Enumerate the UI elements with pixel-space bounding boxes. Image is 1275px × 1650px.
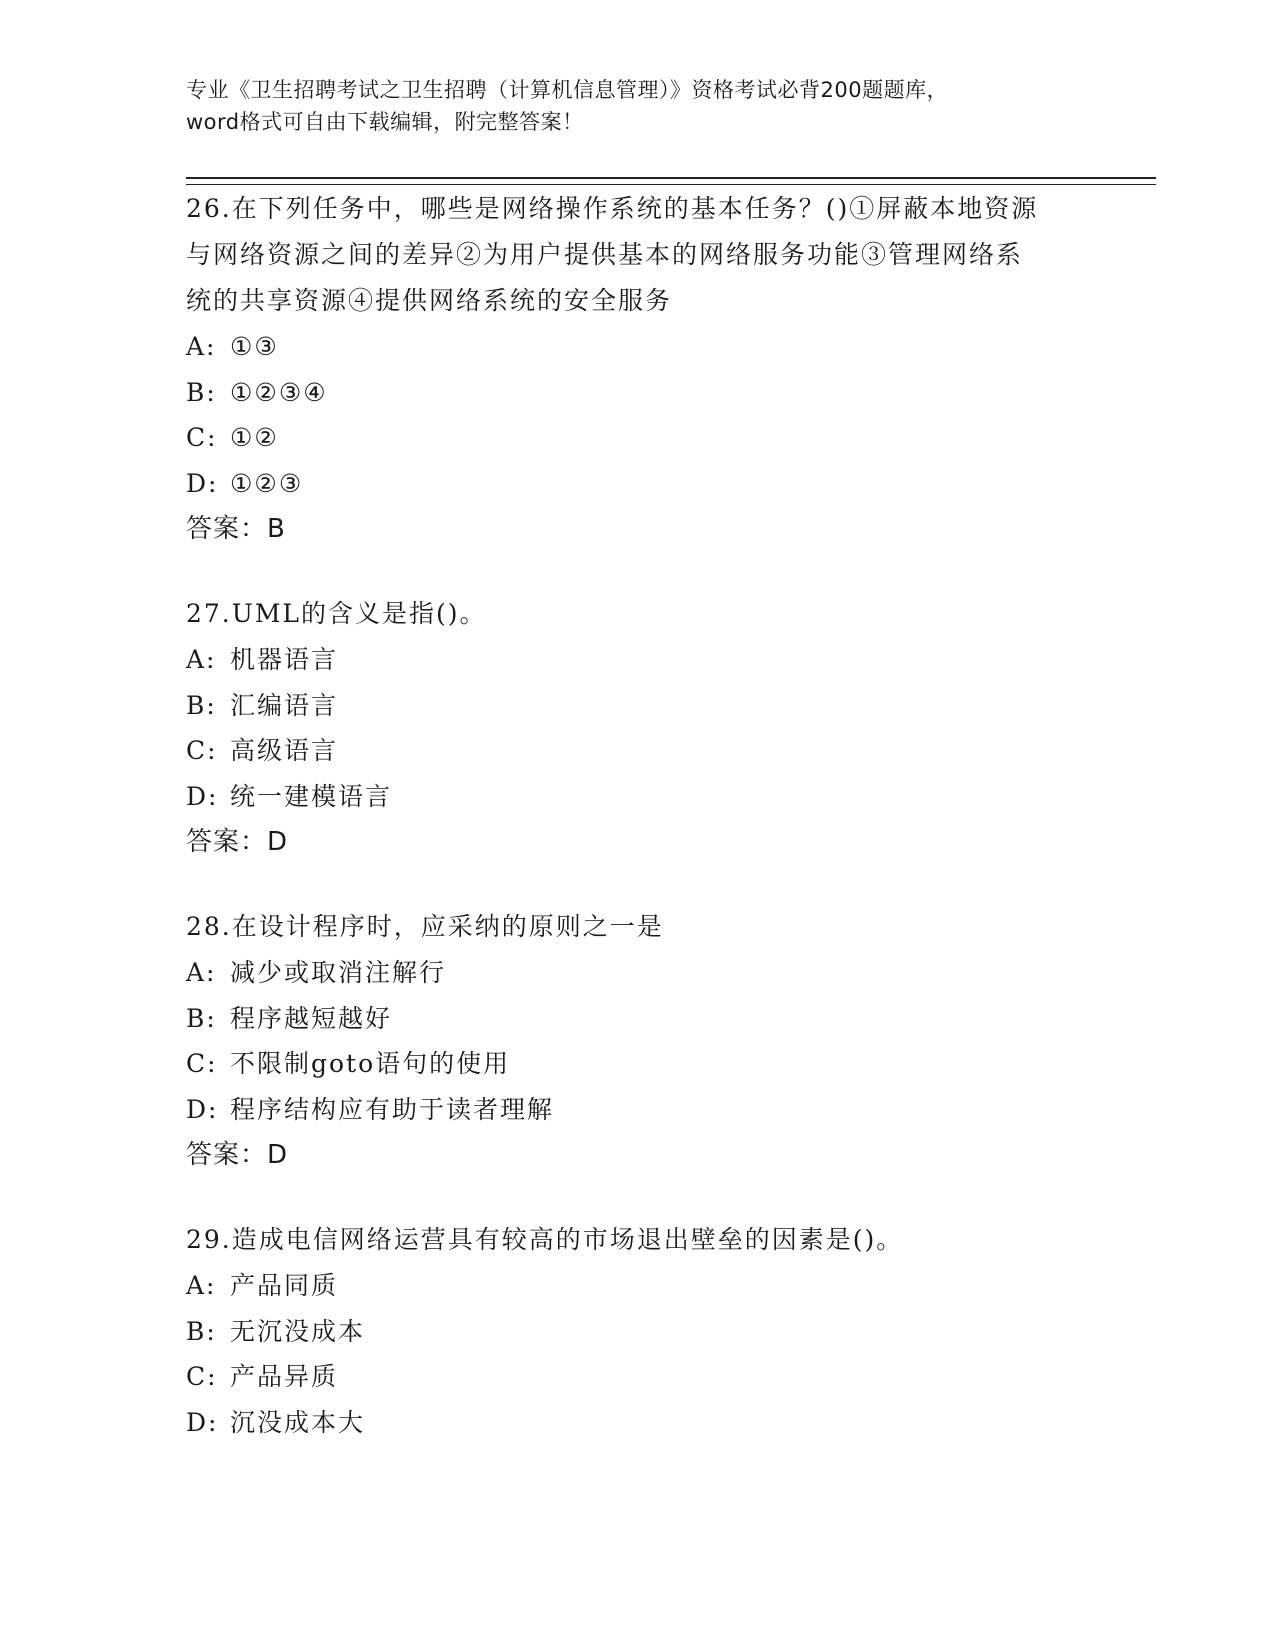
option-text: 产品异质 bbox=[230, 1362, 339, 1391]
option-key: B: bbox=[186, 1003, 217, 1033]
option-text: 统一建模语言 bbox=[230, 781, 393, 811]
option-text: 沉没成本大 bbox=[230, 1407, 366, 1437]
document-header bbox=[186, 74, 1086, 138]
question-stem: 28.在设计程序时，应采纳的原则之一是 bbox=[186, 912, 664, 941]
option-c bbox=[186, 1354, 1086, 1400]
option-text: 程序结构应有助于读者理解 bbox=[230, 1094, 555, 1124]
option-a bbox=[186, 950, 1086, 996]
option-key: A: bbox=[186, 645, 217, 674]
option-b bbox=[186, 370, 1086, 416]
option-d bbox=[186, 1400, 1086, 1446]
option-key: D: bbox=[186, 781, 219, 811]
option-text: ①②③④ bbox=[230, 377, 328, 407]
option-text: ①③ bbox=[230, 332, 279, 361]
option-text: 无沉没成本 bbox=[230, 1316, 366, 1346]
question-29 bbox=[186, 1217, 1086, 1445]
answer-line: 答案：B bbox=[186, 514, 286, 544]
option-b bbox=[186, 1309, 1086, 1355]
question-26 bbox=[186, 186, 1086, 552]
option-c bbox=[186, 1041, 1086, 1087]
option-text: 程序越短越好 bbox=[230, 1003, 393, 1033]
option-d bbox=[186, 461, 1086, 507]
option-text: 汇编语言 bbox=[230, 690, 339, 720]
question-27 bbox=[186, 591, 1086, 865]
option-a bbox=[186, 1263, 1086, 1309]
header-title-line-1: 专业《卫生招聘考试之卫生招聘（计算机信息管理）》资格考试必背200题题库， bbox=[186, 78, 949, 102]
option-text: 产品同质 bbox=[230, 1271, 339, 1300]
option-key: A: bbox=[186, 958, 217, 987]
option-text: 高级语言 bbox=[230, 736, 339, 765]
answer-line: 答案：D bbox=[186, 1140, 289, 1170]
question-list bbox=[186, 186, 1086, 1484]
question-stem: 26.在下列任务中，哪些是网络操作系统的基本任务？()①屏蔽本地资源与网络资源之间的差异②为用户提供基本的网络服务功能③管理网络系统的共享资源④提供网络系统的安全服务 bbox=[186, 194, 1039, 315]
header-title-line-2: word格式可自由下载编辑，附完整答案！ bbox=[186, 110, 584, 134]
question-28 bbox=[186, 904, 1086, 1178]
option-text: 减少或取消注解行 bbox=[230, 958, 447, 987]
header-divider bbox=[186, 177, 1156, 185]
option-key: C: bbox=[186, 423, 218, 452]
option-key: A: bbox=[186, 332, 217, 361]
question-stem: 29.造成电信网络运营具有较高的市场退出壁垒的因素是()。 bbox=[186, 1225, 904, 1254]
option-c bbox=[186, 415, 1086, 461]
option-d bbox=[186, 1087, 1086, 1133]
option-key: B: bbox=[186, 690, 217, 720]
option-key: D: bbox=[186, 468, 219, 498]
option-a bbox=[186, 637, 1086, 683]
option-key: A: bbox=[186, 1271, 217, 1300]
option-a bbox=[186, 324, 1086, 370]
option-text: ①②③ bbox=[230, 468, 304, 498]
option-b bbox=[186, 683, 1086, 729]
question-stem: 27.UML的含义是指()。 bbox=[186, 599, 487, 628]
option-text: 机器语言 bbox=[230, 645, 339, 674]
option-d bbox=[186, 774, 1086, 820]
option-text: 不限制goto语句的使用 bbox=[230, 1049, 511, 1078]
option-key: B: bbox=[186, 1316, 217, 1346]
option-key: C: bbox=[186, 1362, 218, 1391]
option-key: B: bbox=[186, 377, 217, 407]
option-b bbox=[186, 996, 1086, 1042]
option-key: C: bbox=[186, 1049, 218, 1078]
option-key: D: bbox=[186, 1094, 219, 1124]
option-text: ①② bbox=[230, 423, 279, 452]
option-key: C: bbox=[186, 736, 218, 765]
option-key: D: bbox=[186, 1407, 219, 1437]
option-c bbox=[186, 728, 1086, 774]
answer-line: 答案：D bbox=[186, 827, 289, 857]
